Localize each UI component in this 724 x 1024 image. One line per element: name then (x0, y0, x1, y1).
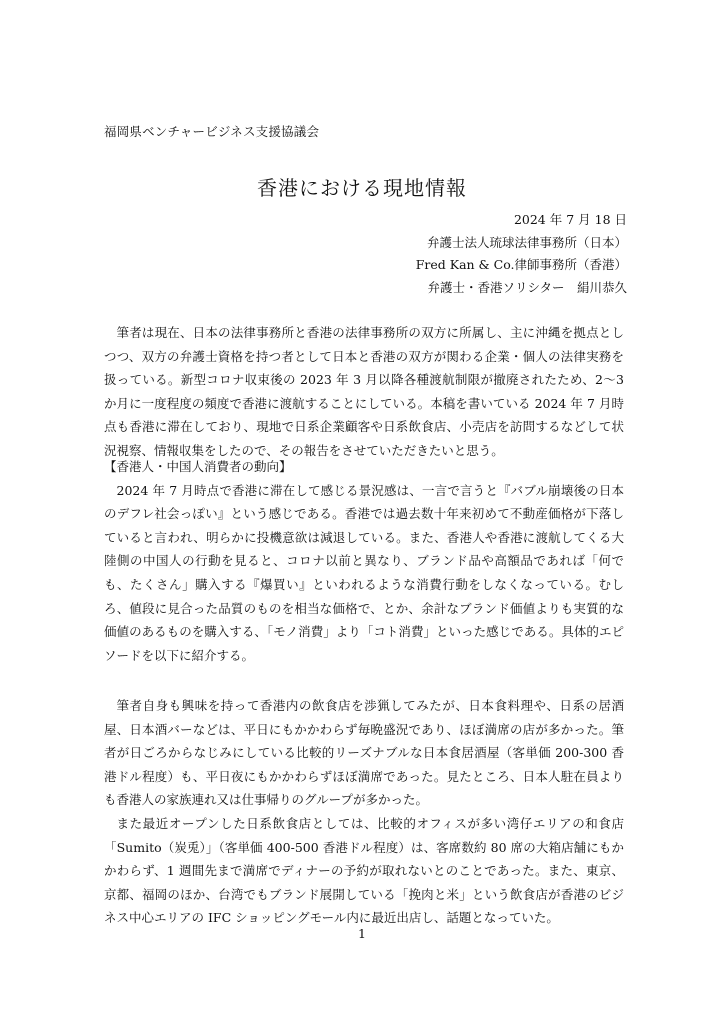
observation-paragraph-1: 筆者自身も興味を持って香港内の飲食店を渉猟してみたが、日本食料理や、日系の居酒屋、日本酒バーなどは、平日にもかかわらず毎晩盛況であり、ほぼ満席の店が多かった。筆者が日ごろからなじみにしている比較的リーズナブルな日本食居酒屋（客単価 200-300 香港ドル程度）も、平日夜にもかかわらずほぼ満席であった。見たところ、日本人駐在員よりも香港人の家族連れ又は仕事帰りのグループが多かった。 (104, 698, 624, 808)
organization-name: 福岡県ベンチャービジネス支援協議会 (104, 124, 320, 139)
author-affiliation-japan: 弁護士法人琉球法律事務所（日本） (426, 234, 627, 250)
section-paragraph: 2024 年 7 月時点で香港に滞在して感じる景況感は、一言で言うと『バブル崩壊後の日本のデフレ社会っぽい』という感じである。香港では過去数十年来初めて不動産価格が下落していると言われ、明らかに投機意欲は減退している。また、香港人や香港に渡航してくる大陸側の中国人の行動を見ると、コロナ以前と異なり、ブランド品や高額品であれば「何でも、たくさん」購入する『爆買い』といわれるような消費行動をしなくなっている。むしろ、値段に見合った品質のものを相当な価格で、とか、余計なブランド価値よりも実質的な価値のあるものを購入する、「モノ消費」より「コト消費」といった感じである。具体的エピソードを以下に紹介する。 (104, 482, 624, 663)
document-date: 2024 年 7 月 18 日 (513, 212, 627, 227)
intro-paragraph: 筆者は現在、日本の法律事務所と香港の法律事務所の双方に所属し、主に沖縄を拠点としつつ、双方の弁護士資格を持つ者として日本と香港の双方が関わる企業・個人の法律実務を扱っている。新型コロナ収束後の 2023 年 3 月以降各種渡航制限が撤廃されたため、2～3 か月に一度程度の頻度で香港に渡航することにしている。本稿を書いている 2024 年 7 月時点も香港に滞在しており、現地で日系企業顧客や日系飲食店、小売店を訪問するなどして状況視察、情報収集をしたので、その報告をさせていただきたいと思う。 (104, 325, 624, 458)
observations-section (104, 694, 624, 930)
document-meta (416, 209, 627, 299)
author-affiliation-hongkong: Fred Kan & Co.律師事務所（香港） (415, 257, 627, 272)
observation-paragraph-2: また最近オープンした日系飲食店としては、比較的オフィスが多い湾仔エリアの和食店「Sumito（炭兎）」（客単価 400-500 香港ドル程度）は、客席数約 80 席の大箱店舗にもかかわらず、1 週間先まで満席でディナーの予約が取れないとのことであった。また、東京、京都、福岡のほか、台湾でもブランド展開している「挽肉と米」という飲食店が香港のビジネス中心エリアの IFC ショッピングモール内に最近出店し、話題となっていた。 (104, 815, 624, 926)
document-title: 香港における現地情報 (257, 176, 467, 200)
page-number: 1 (358, 926, 366, 941)
author-name: 弁護士・香港ソリシター 絹川恭久 (427, 279, 627, 295)
intro-section (104, 321, 624, 463)
consumer-trends-section (104, 455, 624, 667)
section-heading: 【香港人・中国人消費者の動向】 (104, 459, 292, 474)
